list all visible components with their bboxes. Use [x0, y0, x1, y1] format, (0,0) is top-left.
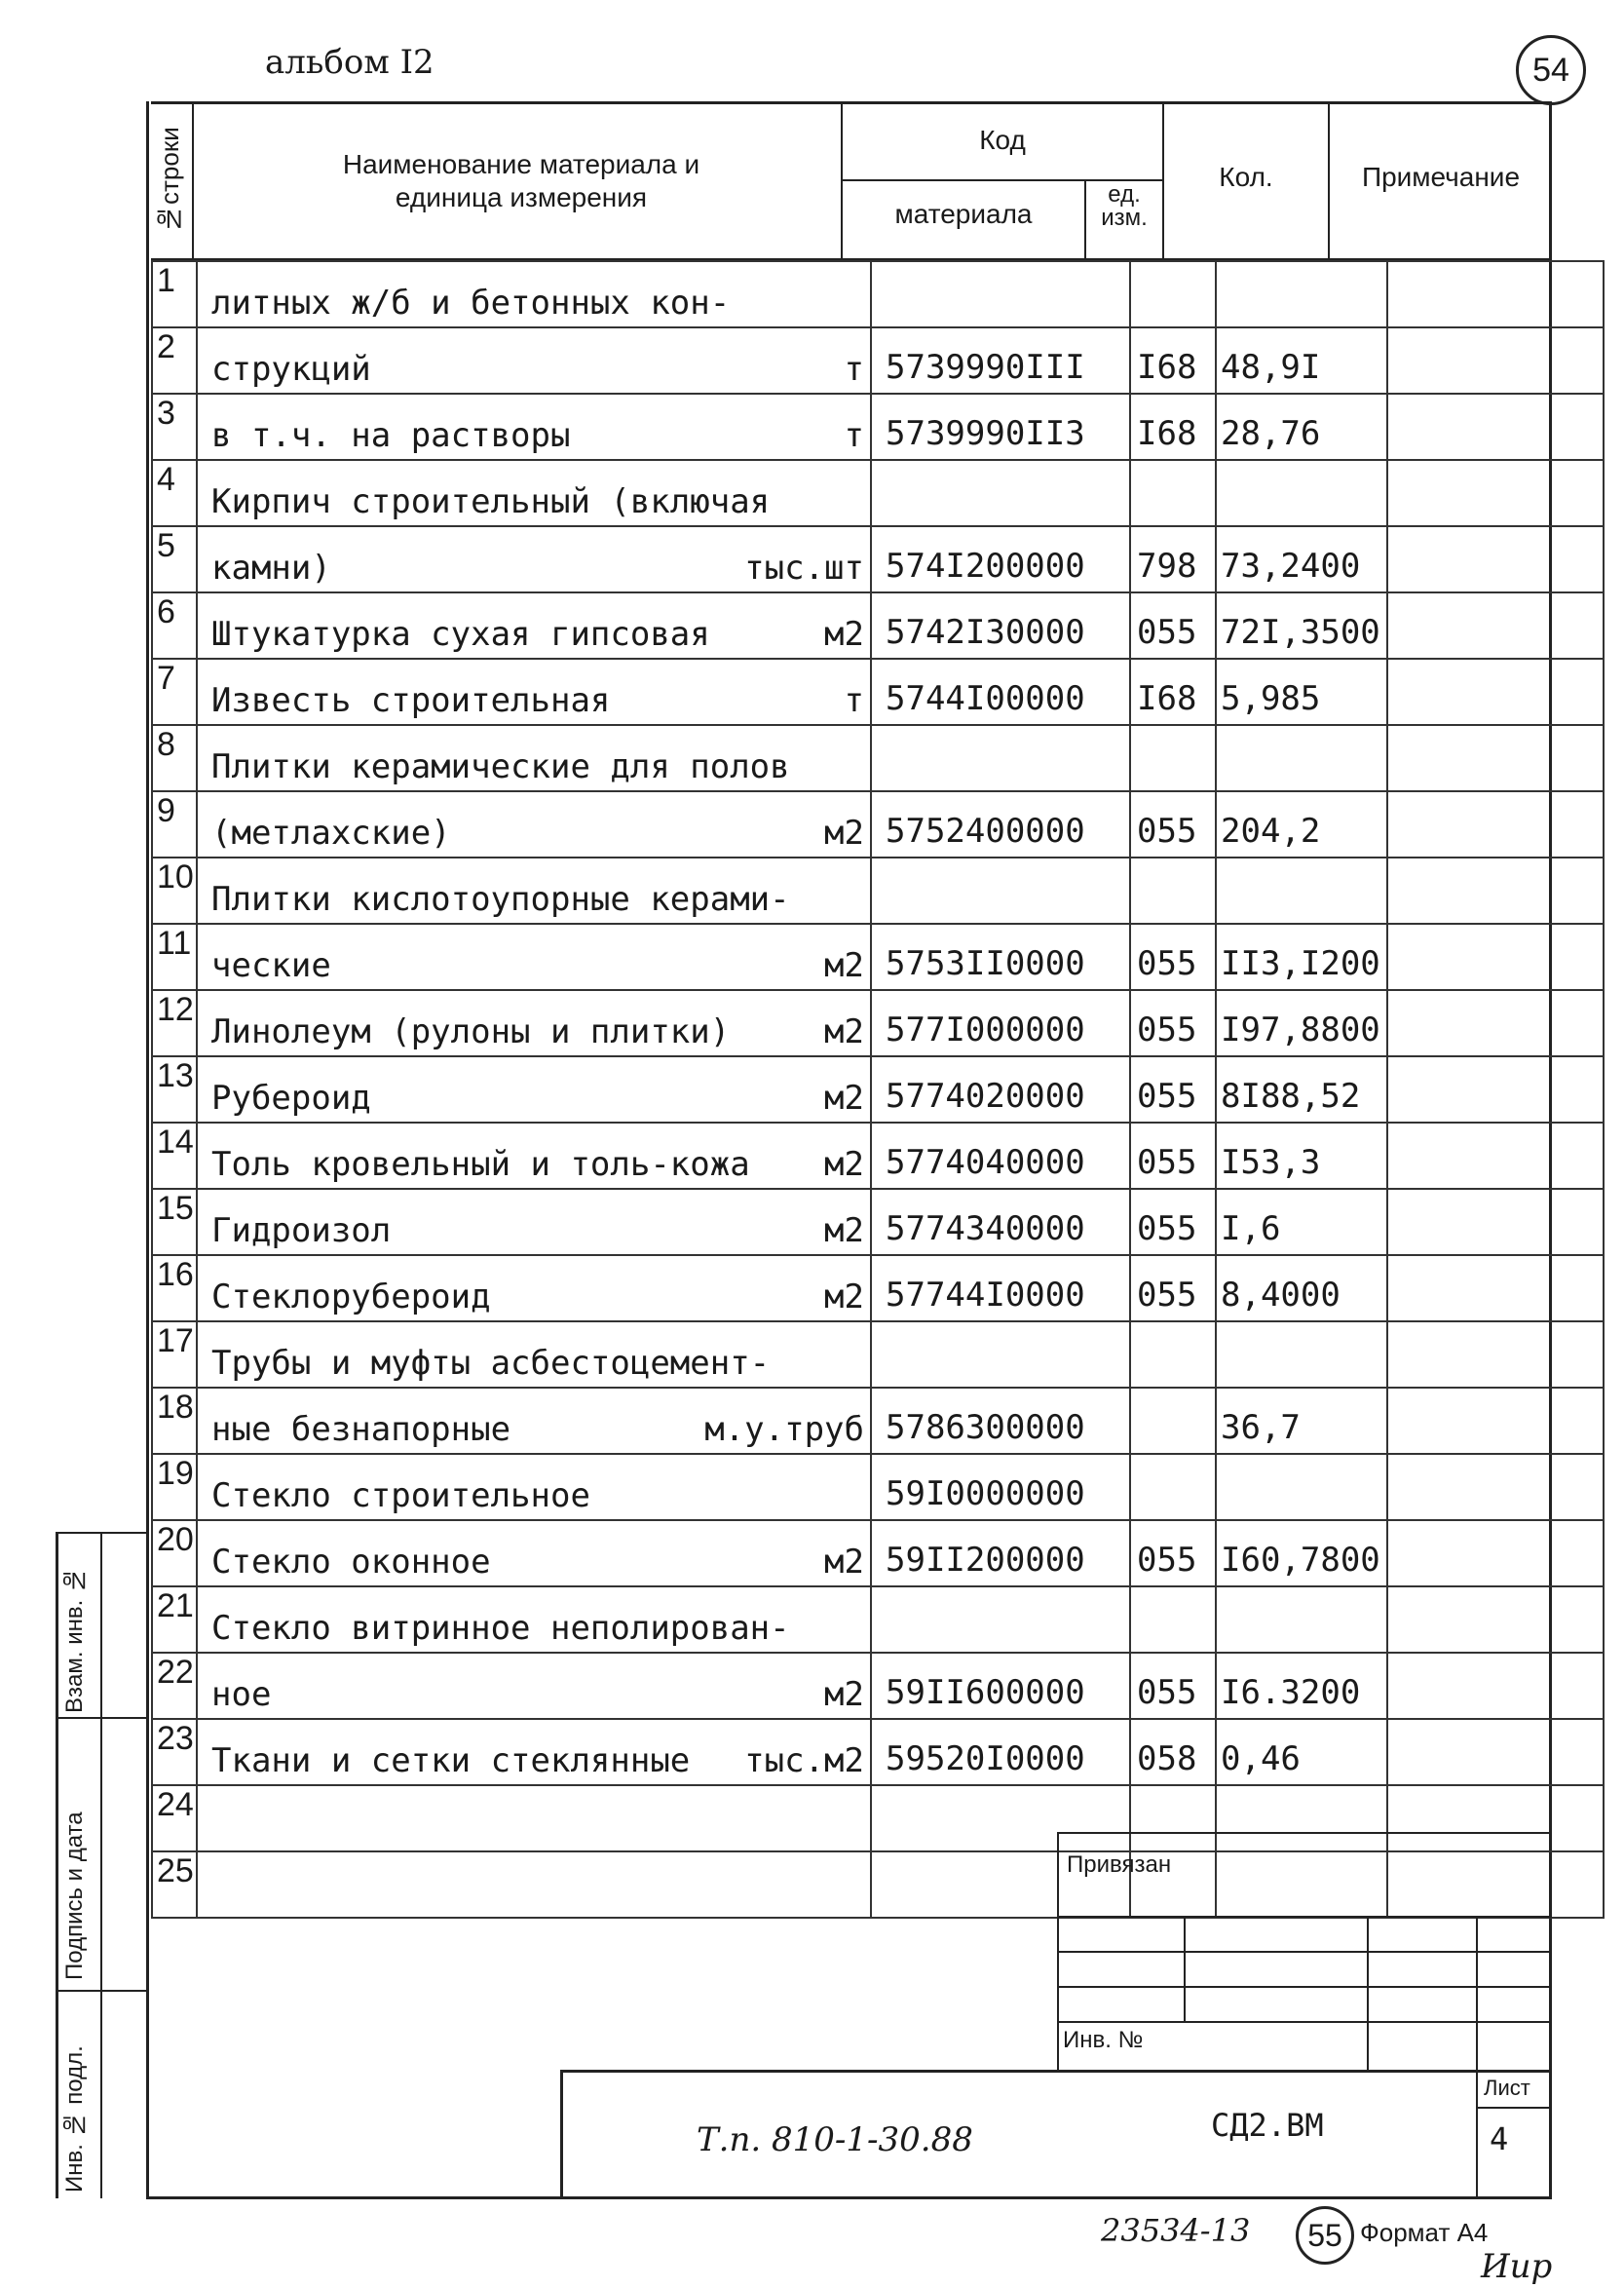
header-code: Код — [979, 125, 1026, 155]
table-row — [152, 261, 1604, 327]
quantity: 204,2 — [1216, 791, 1387, 858]
unit-code: 798 — [1130, 526, 1216, 592]
label-inv-orig: Инв. № подл. — [61, 2045, 88, 2193]
quantity — [1216, 725, 1387, 791]
note — [1387, 990, 1604, 1056]
quantity — [1216, 261, 1387, 327]
table-row — [152, 659, 1604, 725]
row-number: 5 — [152, 526, 197, 592]
stamp-doc-code: СД2.ВМ — [1211, 2107, 1324, 2144]
note — [1387, 1653, 1604, 1719]
note — [1387, 261, 1604, 327]
material-unit-label: м2 — [824, 1543, 864, 1582]
note — [1387, 924, 1604, 990]
header-row-no: №строки — [155, 127, 184, 234]
unit-code — [1130, 1454, 1216, 1520]
quantity: I53,3 — [1216, 1123, 1387, 1189]
unit-code: 055 — [1130, 1520, 1216, 1586]
signature: Иир — [1481, 2247, 1553, 2286]
material-name: литных ж/б и бетонных кон- — [211, 284, 731, 323]
note — [1387, 1719, 1604, 1785]
material-name-cell — [197, 1388, 871, 1454]
material-code: 59I0000000 — [871, 1454, 1130, 1520]
unit-code — [1130, 1388, 1216, 1454]
material-name: Кирпич строительный (включая — [211, 482, 771, 521]
note — [1387, 1189, 1604, 1255]
material-code: 57744I0000 — [871, 1255, 1130, 1321]
unit-code: 058 — [1130, 1719, 1216, 1785]
material-name: струкций — [211, 350, 371, 389]
row-number: 17 — [152, 1321, 197, 1388]
row-number: 20 — [152, 1520, 197, 1586]
quantity: 0,46 — [1216, 1719, 1387, 1785]
material-name-cell — [197, 1586, 871, 1653]
note — [1387, 791, 1604, 858]
material-name-cell — [197, 1719, 871, 1785]
table-row — [152, 1454, 1604, 1520]
label-replace-inv: Взам. инв. № — [61, 1567, 88, 1713]
materials-table — [151, 260, 1605, 1919]
table-row — [152, 394, 1604, 460]
stamp-inv-no: Инв. № — [1063, 2027, 1144, 2053]
quantity — [1216, 858, 1387, 924]
label-sign-date: Подпись и дата — [61, 1811, 88, 1980]
row-number: 19 — [152, 1454, 197, 1520]
note — [1387, 1520, 1604, 1586]
row-number: 25 — [152, 1851, 197, 1918]
material-name: Трубы и муфты асбестоцемент- — [211, 1344, 771, 1383]
unit-code — [1130, 1321, 1216, 1388]
quantity: 8,4000 — [1216, 1255, 1387, 1321]
note — [1387, 1454, 1604, 1520]
material-unit-label: т — [844, 350, 864, 389]
unit-code — [1130, 725, 1216, 791]
material-name-cell — [197, 1255, 871, 1321]
row-number: 15 — [152, 1189, 197, 1255]
material-unit-label: м2 — [824, 946, 864, 985]
table-row — [152, 725, 1604, 791]
material-code: 5739990III — [871, 327, 1130, 394]
material-unit-label: м2 — [824, 814, 864, 853]
material-name-cell — [197, 592, 871, 659]
row-number: 7 — [152, 659, 197, 725]
row-number: 16 — [152, 1255, 197, 1321]
material-name: Ткани и сетки стеклянные — [211, 1741, 691, 1780]
quantity — [1216, 460, 1387, 526]
note — [1387, 526, 1604, 592]
table-row — [152, 592, 1604, 659]
quantity: II3,I200 — [1216, 924, 1387, 990]
note — [1387, 858, 1604, 924]
row-number: 23 — [152, 1719, 197, 1785]
material-code — [871, 460, 1130, 526]
material-unit-label: т — [844, 681, 864, 720]
material-name-cell — [197, 924, 871, 990]
material-code — [871, 1586, 1130, 1653]
header-note: Примечание — [1361, 162, 1521, 192]
material-name-cell — [197, 725, 871, 791]
stamp-privyazan: Привязан — [1067, 1851, 1172, 1878]
material-name-cell — [197, 460, 871, 526]
quantity: 48,9I — [1216, 327, 1387, 394]
material-name: камни) — [211, 549, 331, 588]
material-code: 5774020000 — [871, 1056, 1130, 1123]
material-name-cell — [197, 791, 871, 858]
table-row — [152, 1255, 1604, 1321]
row-number: 22 — [152, 1653, 197, 1719]
quantity: 72I,3500 — [1216, 592, 1387, 659]
material-name-cell — [197, 1520, 871, 1586]
material-name: Линолеум (рулоны и плитки) — [211, 1012, 731, 1051]
material-name: Стекло строительное — [211, 1476, 590, 1515]
order-number: 23534-13 — [1101, 2212, 1251, 2249]
note — [1387, 659, 1604, 725]
row-number: 12 — [152, 990, 197, 1056]
row-number: 11 — [152, 924, 197, 990]
material-name: Известь строительная — [211, 681, 611, 720]
material-name-cell — [197, 261, 871, 327]
material-code: 574I200000 — [871, 526, 1130, 592]
header-code-material: материала — [894, 199, 1033, 229]
material-code — [871, 725, 1130, 791]
material-name: Штукатурка сухая гипсовая — [211, 615, 710, 654]
unit-code: 055 — [1130, 1123, 1216, 1189]
material-code: 59II200000 — [871, 1520, 1130, 1586]
unit-code: 055 — [1130, 1255, 1216, 1321]
material-name-cell — [197, 1123, 871, 1189]
table-row — [152, 791, 1604, 858]
material-name-cell — [197, 394, 871, 460]
material-code: 5752400000 — [871, 791, 1130, 858]
table-row — [152, 327, 1604, 394]
note — [1387, 1255, 1604, 1321]
row-number: 9 — [152, 791, 197, 858]
material-code: 5774040000 — [871, 1123, 1130, 1189]
sheet-circle: 55 — [1296, 2206, 1354, 2265]
header-name: Наименование материала и единица измерения — [342, 149, 700, 212]
row-number: 2 — [152, 327, 197, 394]
quantity: 73,2400 — [1216, 526, 1387, 592]
unit-code — [1130, 858, 1216, 924]
material-name-cell — [197, 1454, 871, 1520]
material-name: Рубероид — [211, 1079, 371, 1118]
table-row — [152, 1586, 1604, 1653]
material-unit-label: т — [844, 416, 864, 455]
row-number: 3 — [152, 394, 197, 460]
note — [1387, 1056, 1604, 1123]
material-name: Стекло оконное — [211, 1543, 491, 1582]
material-unit-label: тыс.м2 — [744, 1741, 864, 1780]
unit-code — [1130, 460, 1216, 526]
unit-code: 055 — [1130, 592, 1216, 659]
table-row — [152, 1653, 1604, 1719]
material-code: 59520I0000 — [871, 1719, 1130, 1785]
quantity — [1216, 1321, 1387, 1388]
quantity: I97,8800 — [1216, 990, 1387, 1056]
note — [1387, 327, 1604, 394]
unit-code: 055 — [1130, 791, 1216, 858]
material-name: Толь кровельный и толь-кожа — [211, 1145, 750, 1184]
row-number: 1 — [152, 261, 197, 327]
table-row — [152, 990, 1604, 1056]
format-label: Формат А4 — [1360, 2218, 1489, 2247]
material-name: Стекло витринное неполирован- — [211, 1609, 790, 1648]
unit-code: 055 — [1130, 1056, 1216, 1123]
material-code — [871, 858, 1130, 924]
binding-strip — [56, 1532, 149, 2198]
material-code: 5786300000 — [871, 1388, 1130, 1454]
row-number: 14 — [152, 1123, 197, 1189]
unit-code: I68 — [1130, 327, 1216, 394]
quantity: 36,7 — [1216, 1388, 1387, 1454]
material-unit-label: м.у.труб — [704, 1410, 864, 1449]
note — [1387, 1586, 1604, 1653]
unit-code — [1130, 1586, 1216, 1653]
table-row — [152, 1719, 1604, 1785]
material-name: Гидроизол — [211, 1211, 392, 1250]
row-number: 4 — [152, 460, 197, 526]
material-name: ные безнапорные — [211, 1410, 511, 1449]
quantity: I,6 — [1216, 1189, 1387, 1255]
material-unit-label: м2 — [824, 615, 864, 654]
table-row — [152, 1123, 1604, 1189]
stamp-project: Т.п. 810-1-30.88 — [697, 2120, 973, 2159]
material-unit-label: тыс.шт — [744, 549, 864, 588]
material-code: 5744I00000 — [871, 659, 1130, 725]
row-number: 21 — [152, 1586, 197, 1653]
quantity: I60,7800 — [1216, 1520, 1387, 1586]
material-code: 577I000000 — [871, 990, 1130, 1056]
material-name-cell — [197, 526, 871, 592]
material-unit-label: м2 — [824, 1079, 864, 1118]
table-row — [152, 1520, 1604, 1586]
stamp-list-value: 4 — [1490, 2120, 1509, 2157]
note — [1387, 394, 1604, 460]
material-code: 5774340000 — [871, 1189, 1130, 1255]
material-code: 5753II0000 — [871, 924, 1130, 990]
table-row — [152, 526, 1604, 592]
row-number: 13 — [152, 1056, 197, 1123]
table-row — [152, 1321, 1604, 1388]
table-header — [151, 101, 1552, 260]
quantity — [1216, 1586, 1387, 1653]
material-name: в т.ч. на растворы — [211, 416, 571, 455]
material-name-cell — [197, 858, 871, 924]
table-row — [152, 460, 1604, 526]
material-name: Плитки кислотоупорные керами- — [211, 880, 790, 919]
material-name-cell — [197, 990, 871, 1056]
row-number: 10 — [152, 858, 197, 924]
material-name: ное — [211, 1675, 272, 1714]
quantity: 5,985 — [1216, 659, 1387, 725]
title-block — [560, 1832, 1552, 2198]
album-label: альбом I2 — [265, 43, 434, 82]
material-name: Стеклорубероид — [211, 1277, 491, 1316]
material-name-cell — [197, 1321, 871, 1388]
quantity: 8I88,52 — [1216, 1056, 1387, 1123]
header-qty: Кол. — [1219, 162, 1273, 192]
note — [1387, 460, 1604, 526]
unit-code: I68 — [1130, 394, 1216, 460]
unit-code: 055 — [1130, 990, 1216, 1056]
table-row — [152, 1189, 1604, 1255]
unit-code: 055 — [1130, 1189, 1216, 1255]
row-number: 6 — [152, 592, 197, 659]
material-name-cell — [197, 327, 871, 394]
page-number: 54 — [1516, 35, 1586, 105]
row-number: 18 — [152, 1388, 197, 1454]
note — [1387, 725, 1604, 791]
unit-code: 055 — [1130, 924, 1216, 990]
material-code — [871, 1321, 1130, 1388]
material-code: 59II600000 — [871, 1653, 1130, 1719]
unit-code: 055 — [1130, 1653, 1216, 1719]
note — [1387, 1123, 1604, 1189]
material-name: (метлахские) — [211, 814, 451, 853]
material-name-cell — [197, 1653, 871, 1719]
table-row — [152, 1388, 1604, 1454]
quantity: 28,76 — [1216, 394, 1387, 460]
unit-code: I68 — [1130, 659, 1216, 725]
material-name: ческие — [211, 946, 331, 985]
unit-code — [1130, 261, 1216, 327]
material-code: 5742I30000 — [871, 592, 1130, 659]
material-code: 5739990II3 — [871, 394, 1130, 460]
material-unit-label: м2 — [824, 1211, 864, 1250]
note — [1387, 1388, 1604, 1454]
stamp-list-label: Лист — [1484, 2076, 1530, 2100]
row-number: 8 — [152, 725, 197, 791]
note — [1387, 592, 1604, 659]
material-name-cell — [197, 1189, 871, 1255]
material-unit-label: м2 — [824, 1675, 864, 1714]
material-name-cell — [197, 1056, 871, 1123]
header-code-unit: ед. изм. — [1101, 181, 1148, 231]
table-row — [152, 924, 1604, 990]
material-unit-label: м2 — [824, 1277, 864, 1316]
quantity: I6.3200 — [1216, 1653, 1387, 1719]
table-row — [152, 1056, 1604, 1123]
table-row — [152, 858, 1604, 924]
material-name: Плитки керамические для полов — [211, 747, 790, 786]
material-unit-label: м2 — [824, 1012, 864, 1051]
row-number: 24 — [152, 1785, 197, 1851]
material-unit-label: м2 — [824, 1145, 864, 1184]
material-name-cell — [197, 659, 871, 725]
note — [1387, 1321, 1604, 1388]
quantity — [1216, 1454, 1387, 1520]
material-code — [871, 261, 1130, 327]
